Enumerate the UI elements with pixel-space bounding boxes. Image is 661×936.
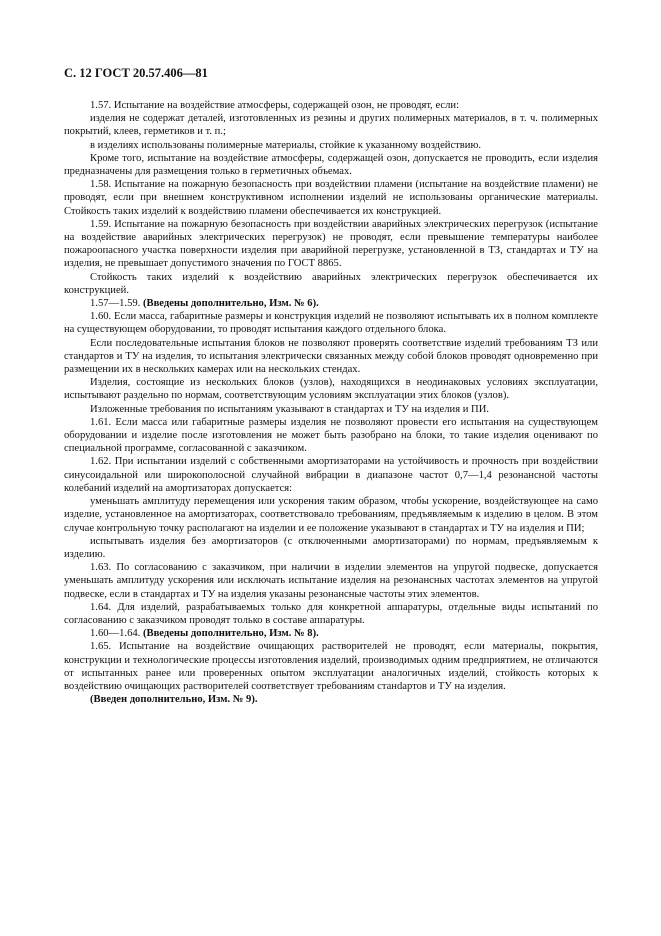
paragraph-1-62: 1.62. При испытании изделий с собственными амортизаторами на устойчивость и прочность при воздействии синусоидальной или широкополосной случайной вибрации в диапазоне частот 0,7—1,4 резонансной частоты колебаний изделий на амортизаторах допускается: bbox=[64, 456, 598, 494]
paragraph: Изделия, состоящие из нескольких блоков (узлов), находящихся в неодинаковых условиях эксплуатации, испытывают раздельно по нормам, соответствующим условиям эксплуатации этих блоков (узлов). bbox=[64, 377, 598, 402]
document-body bbox=[64, 99, 598, 706]
amendment-label: (Введены дополнительно, Изм. № 8). bbox=[142, 628, 319, 640]
amendment-note: 1.57—1.59. (Введены дополнительно, Изм. № 6). bbox=[90, 298, 319, 310]
paragraph: испытывать изделия без амортизаторов (с отключенными амортизаторами) по нормам, предъявляемым к изделию. bbox=[64, 535, 598, 560]
paragraph-1-63: 1.63. По согласованию с заказчиком, при наличии в изделии элементов на упругой подвеске, допускается уменьшать амплитуду ускорения или исключать испытание изделия на резонансных частотах элементов на упругой подвеске, если в стандартах и ТУ на изделия указаны резонансные частоты этих элементов. bbox=[64, 562, 598, 600]
paragraph-1-58: 1.58. Испытание на пожарную безопасность при воздействии пламени (испытание на воздействие пламени) не проводят, если при внешнем конструктивном исполнении изделий не использованы органические материалы. Стойкость таких изделий к воздействию пламени обеспечивается их конструкцией. bbox=[64, 179, 598, 217]
paragraph-1-57: 1.57. Испытание на воздействие атмосферы, содержащей озон, не проводят, если: bbox=[90, 100, 460, 111]
paragraph: изделия не содержат деталей, изготовленных из резины и других полимерных материалов, в т. ч. полимерных покрытий, клеев, герметиков и т. п.; bbox=[64, 113, 598, 138]
paragraph-1-65: 1.65. Испытание на воздействие очищающих растворителей не проводят, если материалы, покрытия, конструкции и технологические процессы изготовления изделий, производимых одним предприятием, не отличаются от испытанных ранее или проверенных опытом эксплуатации аналогичных изделий, стойкость которых к воздействию очищающих растворителей соответствует требованиям станdартов и ТУ на изделия. bbox=[64, 641, 598, 692]
paragraph-1-64: 1.64. Для изделий, разрабатываемых только для конкретной аппаратуры, отдельные виды испытаний по согласованию с заказчиком проводят только в составе аппаратуры. bbox=[64, 601, 598, 626]
paragraph-1-61: 1.61. Если масса или габаритные размеры изделия не позволяют провести его испытания на существующем оборудовании и изделие после изготовления не может быть разобрано на блоки, то такие изделия оценивают по специальной программе, согласованной с заказчиком. bbox=[64, 416, 598, 455]
paragraph: Кроме того, испытание на воздействие атмосферы, содержащей озон, допускается не проводить, если изделия предназначены для размещения только в герметичных объемах. bbox=[64, 152, 598, 178]
paragraph-1-60: 1.60. Если масса, габаритные размеры и конструкция изделий не позволяют испытывать их в полном комплекте на существующем оборудовании, то проводят испытания каждого отдельного блока. bbox=[64, 311, 598, 336]
page-header: С. 12 ГОСТ 20.57.406—81 bbox=[64, 66, 208, 80]
amendment-note: 1.60—1.64. (Введены дополнительно, Изм. № 8). bbox=[90, 628, 319, 640]
paragraph: в изделиях использованы полимерные материалы, стойкие к указанному воздействию. bbox=[90, 139, 482, 151]
paragraph: Стойкость таких изделий к воздействию аварийных электрических перегрузок обеспечивается их конструкцией. bbox=[64, 271, 598, 296]
paragraph: Если последовательные испытания блоков не позволяют проверять соответствие изделий требованиям ТЗ или стандартов и ТУ на изделия, то испытания электрически связанных между собой блоков проводят одновременно при размещении их в нескольких камерах или на нескольких стендах. bbox=[64, 337, 598, 376]
paragraph-1-59: 1.59. Испытание на пожарную безопасность при воздействии аварийных электрических перегрузок (испытание на воздействие аварийных электрических перегрузок) не проводят, если превышение температуры наиболее пожароопасного участка поверхности изделия при аварийной перегрузке, установленной в ТЗ, стандартах и ТУ на изделия, не превышает допустимого значения по ГОСТ 8865. bbox=[64, 218, 598, 270]
paragraph: уменьшать амплитуду перемещения или ускорения таким образом, чтобы ускорение, воздействующее на само изделие, установленное на амортизаторах, соответствовало требованиям, предъявляемым к изделию в целом. В этом случае контрольную точку располагают на изделии и ее положение указывают в стандартах и ТУ на изделия и ПИ; bbox=[64, 496, 598, 534]
amendment-note: (Введен дополнительно, Изм. № 9). bbox=[90, 694, 258, 706]
amendment-label: (Введены дополнительно, Изм. № 6). bbox=[142, 298, 319, 310]
paragraph: Изложенные требования по испытаниям указывают в стандартах и ТУ на изделия и ПИ. bbox=[90, 403, 490, 415]
